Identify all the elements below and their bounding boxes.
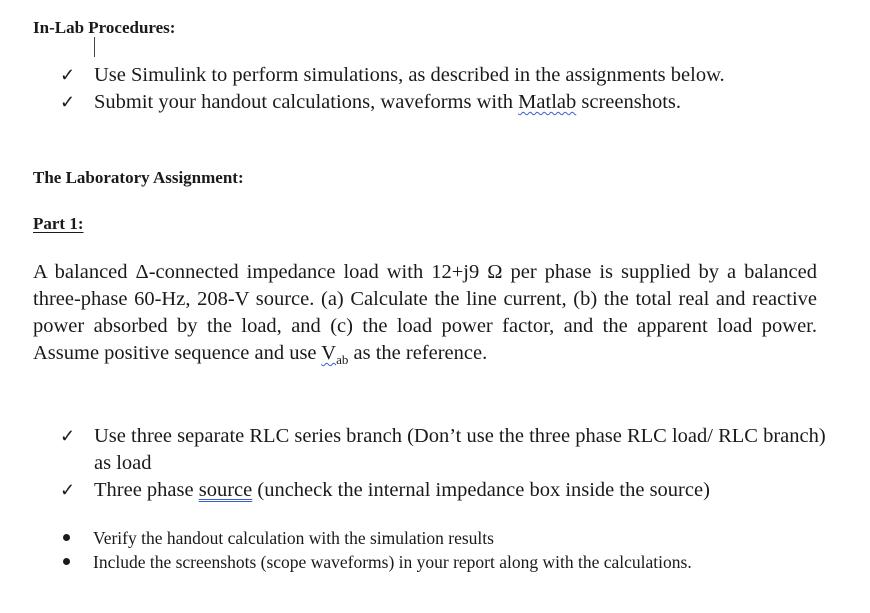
in-lab-item-2: Submit your handout calculations, waveforms with Matlab screenshots. bbox=[94, 91, 682, 113]
problem-paragraph bbox=[33, 259, 817, 373]
part1-bullets bbox=[60, 526, 692, 574]
text-cursor bbox=[94, 37, 95, 57]
source-word: source bbox=[198, 479, 253, 501]
list-item bbox=[60, 550, 692, 574]
checkmark-icon: ✓ bbox=[60, 65, 76, 85]
part1-heading bbox=[33, 214, 84, 234]
bullet-icon bbox=[63, 534, 70, 541]
part1-heading-text: Part 1: bbox=[33, 214, 84, 233]
vab-symbol: V bbox=[321, 342, 337, 364]
paragraph-tail: as the reference. bbox=[348, 342, 488, 364]
list-item bbox=[60, 89, 725, 116]
list-item bbox=[60, 62, 725, 89]
list-item bbox=[60, 423, 830, 477]
assignment-heading bbox=[33, 168, 244, 188]
bullet-text-2: Include the screenshots (scope waveforms) in your report along with the calculations. bbox=[93, 552, 692, 572]
checkmark-icon: ✓ bbox=[60, 426, 76, 446]
in-lab-checklist bbox=[60, 62, 725, 116]
part1-item-2: Three phase source (uncheck the internal impedance box inside the source) bbox=[94, 479, 710, 501]
list-item bbox=[60, 526, 692, 550]
in-lab-heading bbox=[33, 18, 175, 38]
bullet-text-1: Verify the handout calculation with the simulation results bbox=[93, 528, 494, 548]
vab-reference bbox=[321, 342, 349, 368]
list-item bbox=[60, 477, 830, 504]
part1-checklist bbox=[60, 423, 830, 504]
checkmark-icon: ✓ bbox=[60, 92, 76, 112]
bullet-icon bbox=[63, 558, 70, 565]
part1-item-1: Use three separate RLC series branch (Don’t use the three phase RLC load/ RLC branch) as load bbox=[94, 425, 826, 474]
in-lab-heading-text: In-Lab Procedures: bbox=[33, 18, 176, 37]
assignment-heading-text: The Laboratory Assignment: bbox=[33, 168, 244, 187]
matlab-word: Matlab bbox=[518, 91, 577, 113]
vab-subscript: ab bbox=[336, 352, 349, 368]
paragraph-text: A balanced Δ-connected impedance load with 12+j9 Ω per phase is supplied by a balanced three-phase 60-Hz, 208-V source. (a) Calculate the line current, (b) the total real and reactive power absorbed by the load, and (c) the load power factor, and the apparent load power. Assume positive sequence and use bbox=[33, 261, 817, 364]
checkmark-icon: ✓ bbox=[60, 480, 76, 500]
in-lab-item-1: Use Simulink to perform simulations, as described in the assignments below. bbox=[94, 64, 725, 86]
